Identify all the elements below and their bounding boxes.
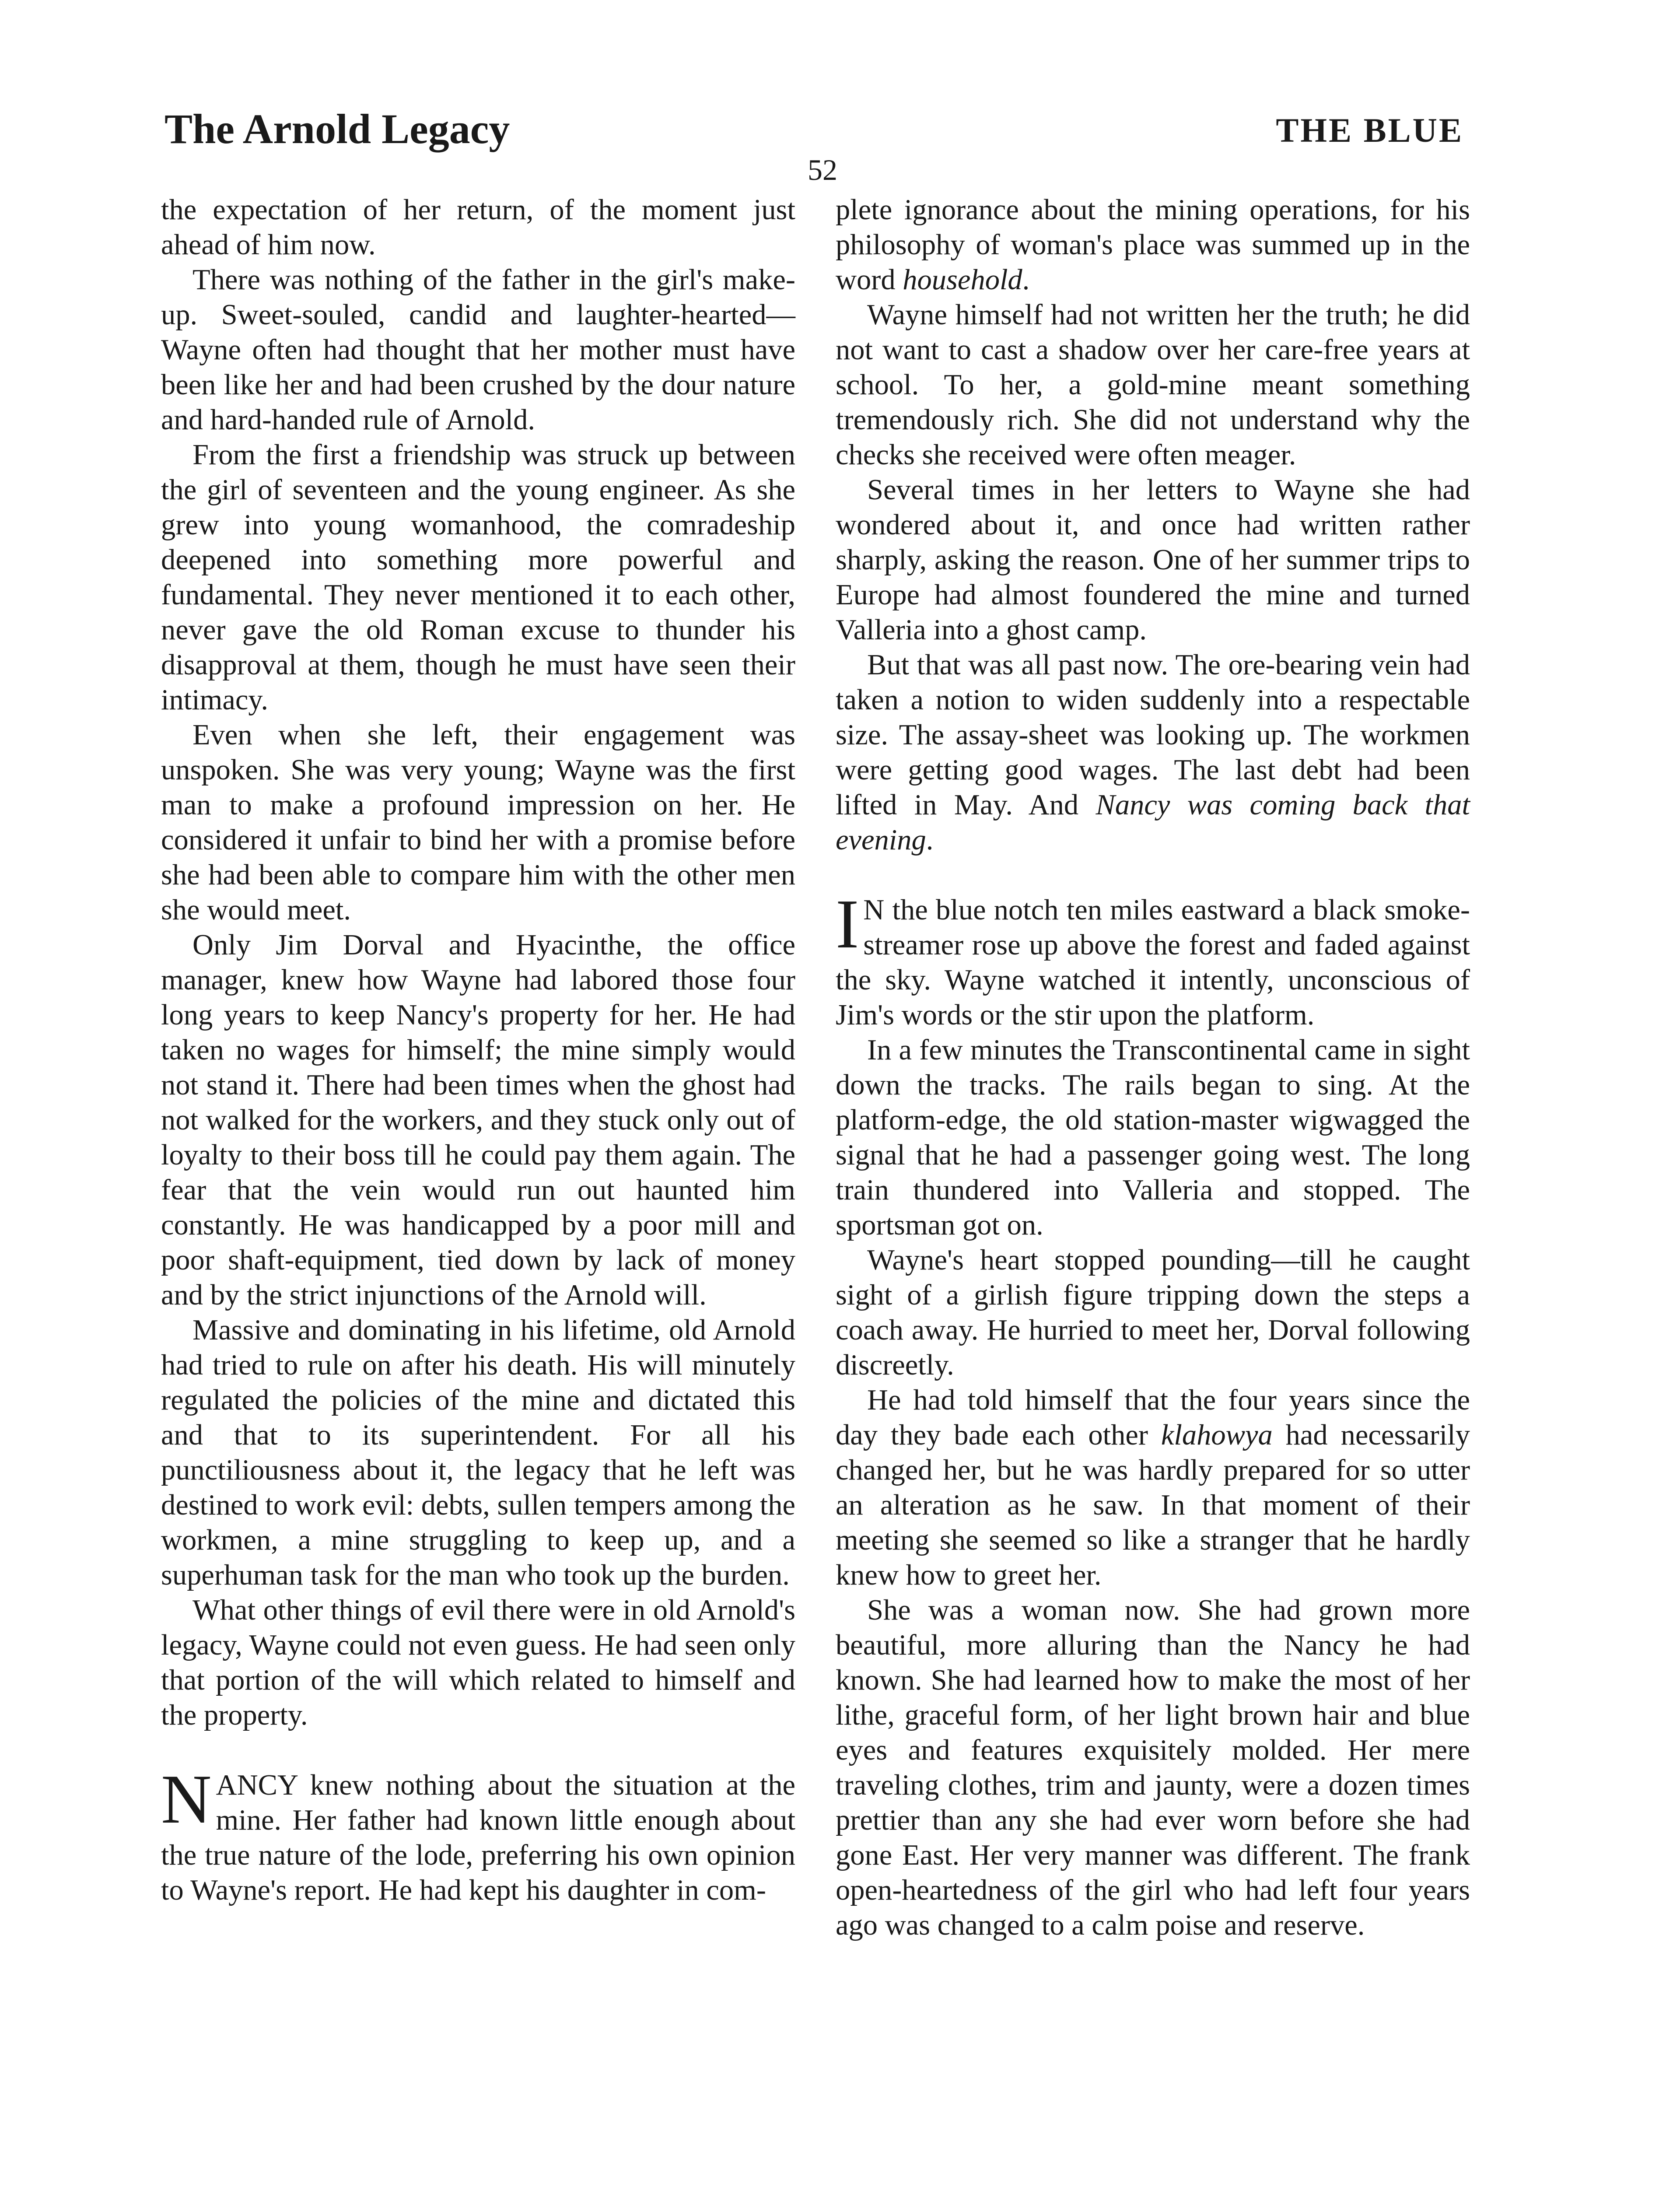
section-opening-paragraph: NANCY knew nothing about the situation at the mine. Her father had known little enough about the true nature of the lode, preferring his own opinion to Wayne's report. He had kept his daughter in com- (161, 1760, 795, 1906)
drop-cap: N (161, 1760, 212, 1838)
paragraph: She was a woman now. She had grown more beautiful, more alluring than the Nancy he had known. She had learned how to make the most of her lithe, graceful form, of her light brown hair and blue eyes and features exquisitely molded. Her mere traveling clothes, trim and jaunty, were a dozen times prettier than any she had ever worn before she had gone East. Her very manner was different. The frank open-heartedness of the girl who had left four years ago was changed to a calm poise and reserve. (836, 1594, 1470, 1941)
section-opening-paragraph: I N the blue notch ten miles eastward a black smoke-streamer rose up above the forest and faded against the sky. Wayne watched it intently, unconscious of Jim's words or the stir upon the platform. (836, 885, 1470, 1031)
paragraph: the expectation of her return, of the moment just ahead of him now. (161, 194, 795, 261)
paragraph: In a few minutes the Transcontinental came in sight down the tracks. The rails began to sing. At the platform-edge, the old station-master wigwagged the signal that he had a passenger going west. The long train thundered into Valleria and stopped. The sportsman got on. (836, 1034, 1470, 1241)
paragraph: Wayne himself had not written her the truth; he did not want to cast a shadow over her care-free years at school. To her, a gold-mine meant something tremendously rich. She did not understand why the checks she received were often meager. (836, 299, 1470, 471)
paragraph: There was nothing of the father in the girl's make-up. Sweet-souled, candid and laughter-hearted—Wayne often had thought that her mother must have been like her and had been crushed by the dour nature and hard-handed rule of Arnold. (161, 264, 795, 436)
paragraph: From the first a friendship was struck up between the girl of seventeen and the young engineer. As she grew into young womanhood, the comradeship deepened into something more powerful and fundamental. They never mentioned it to each other, never gave the old Roman excuse to thunder his disapproval at them, though he must have seen their intimacy. (161, 439, 795, 716)
emphasis-text: klahowya (1161, 1419, 1273, 1451)
paragraph: Only Jim Dorval and Hyacinthe, the office manager, knew how Wayne had labored those four long years to keep Nancy's property for her. He had taken no wages for himself; the mine simply would not stand it. There had been times when the ghost had not walked for the workers, and they stuck only out of loyalty to their boss till he could pay them again. The fear that the vein would run out haunted him constantly. He was handicapped by a poor mill and poor shaft-equipment, tied down by lack of money and by the strict injunctions of the Arnold will. (161, 929, 795, 1311)
magazine-name: THE BLUE (1276, 111, 1463, 149)
page-number: 52 (808, 153, 837, 186)
drop-cap: I (836, 885, 859, 963)
left-text-column (161, 193, 795, 1908)
paragraph: But that was all past now. The ore-bearing vein had taken a notion to widen suddenly into a respectable size. The assay-sheet was looking up. The workmen were getting good wages. The last debt had been lifted in May. And Nancy was coming back that evening. (836, 649, 1470, 856)
paragraph: Wayne's heart stopped pounding—till he caught sight of a girlish figure tripping down the steps a coach away. He hurried to meet her, Dorval following discreetly. (836, 1244, 1470, 1381)
emphasis-text: Nancy was coming back that evening (836, 789, 1470, 856)
paragraph: plete ignorance about the mining operations, for his philosophy of woman's place was summed up in the word household. (836, 194, 1470, 296)
paragraph: Several times in her letters to Wayne she had wondered about it, and once had written rather sharply, asking the reason. One of her summer trips to Europe had almost foundered the mine and turned Valleria into a ghost camp. (836, 474, 1470, 646)
paragraph: Even when she left, their engagement was unspoken. She was very young; Wayne was the first man to make a profound impression on her. He considered it unfair to bind her with a promise before she had been able to compare him with the other men she would meet. (161, 719, 795, 926)
story-title: The Arnold Legacy (164, 105, 510, 152)
right-text-column (836, 193, 1470, 1943)
paragraph: What other things of evil there were in old Arnold's legacy, Wayne could not even guess. He had seen only that portion of the will which related to himself and the property. (161, 1594, 795, 1731)
paragraph: He had told himself that the four years since the day they bade each other klahowya had necessarily changed her, but he was hardly prepared for so utter an alteration as he saw. In that moment of their meeting she seemed so like a stranger that he hardly knew how to greet her. (836, 1384, 1470, 1591)
paragraph: Massive and dominating in his lifetime, old Arnold had tried to rule on after his death. His will minutely regulated the policies of the mine and dictated this and that to its superintendent. For all his punctiliousness about it, the legacy that he left was destined to work evil: debts, sullen tempers among the workmen, a mine struggling to keep up, and a superhuman task for the man who took up the burden. (161, 1314, 795, 1591)
emphasis-text: household (903, 264, 1022, 296)
